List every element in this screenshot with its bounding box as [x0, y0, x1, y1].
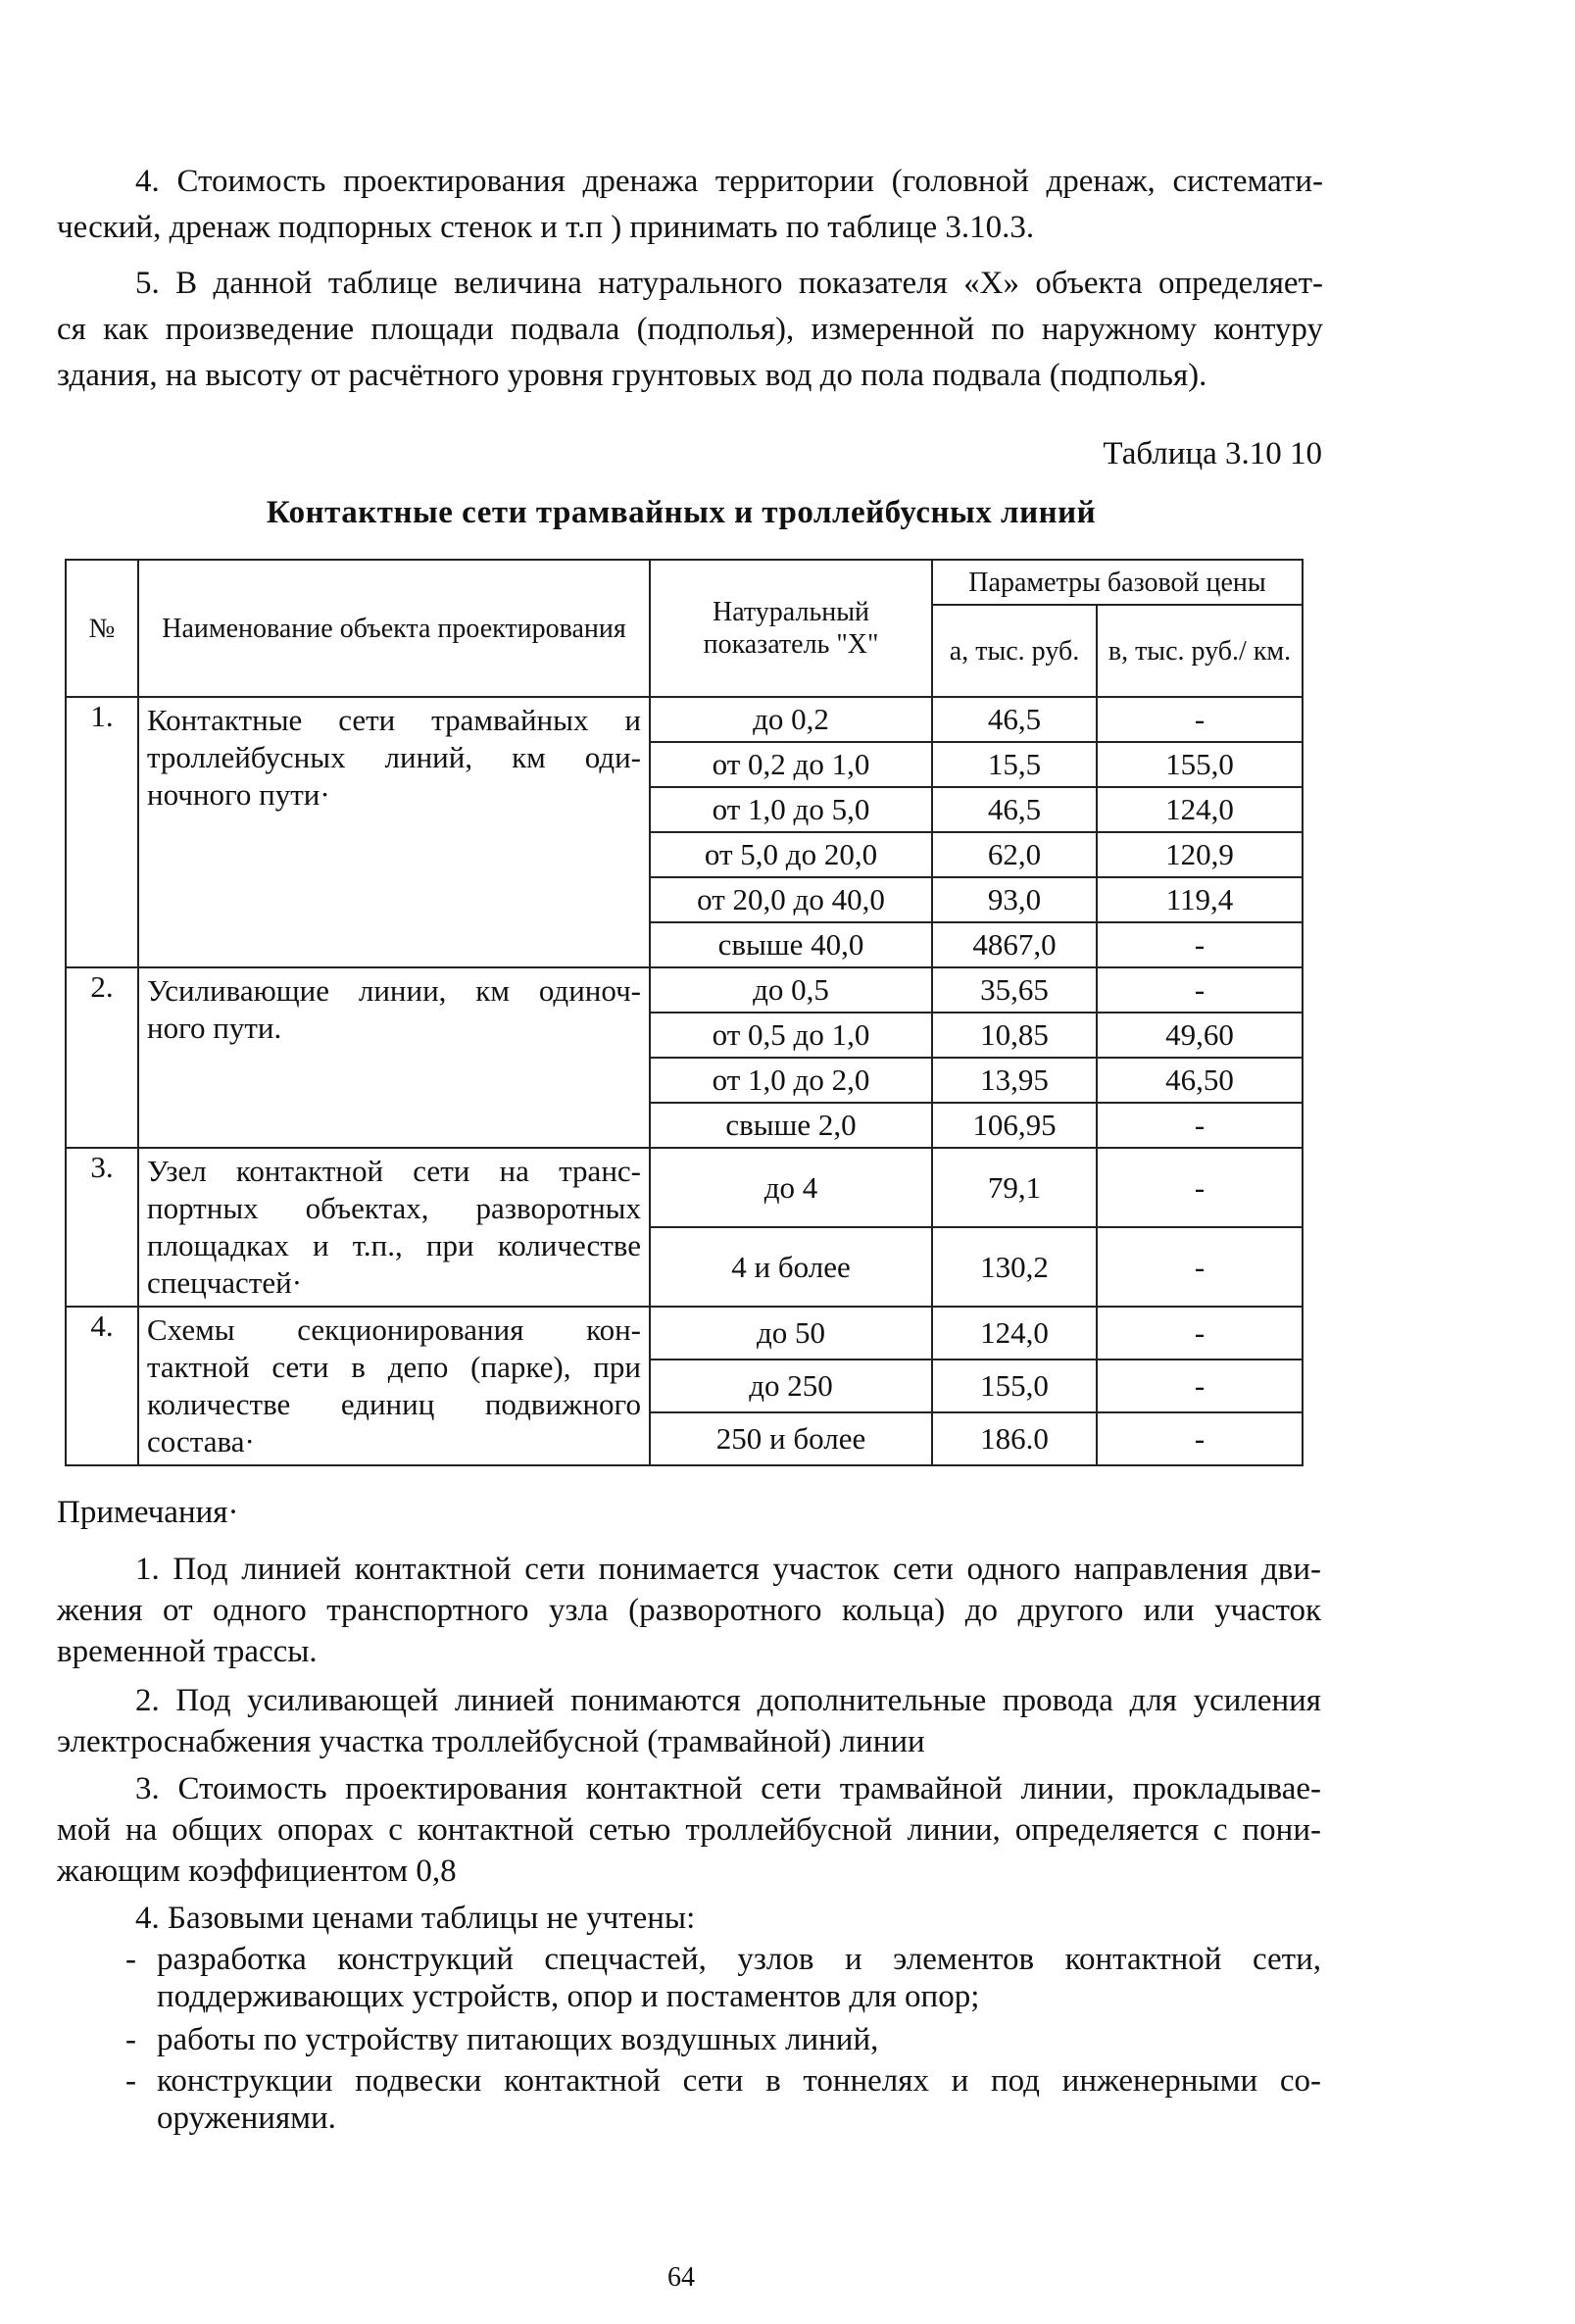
cell-b: -: [1097, 1307, 1303, 1360]
table-title: Контактные сети трамвайных и троллейбусных линий: [266, 495, 1097, 530]
intro-paragraph-4: [57, 159, 1323, 251]
cell-natural: до 0,2: [650, 697, 932, 742]
cell-natural: от 1,0 до 2,0: [650, 1058, 932, 1103]
text-line: ческий, дренаж подпорных стенок и т.п ) принимать по таблице 3.10.3.: [57, 210, 1035, 245]
text-line: жающим коэффициентом 0,8: [57, 1854, 457, 1889]
cell-natural: свыше 40,0: [650, 922, 932, 967]
notes-title: Примечания·: [57, 1495, 239, 1530]
header-natural: Натуральный показатель "Х": [650, 560, 932, 697]
cell-object-name: [138, 697, 650, 967]
name-line: ночного пути·: [147, 777, 330, 812]
cell-natural: от 0,2 до 1,0: [650, 742, 932, 787]
text-line: поддерживающих устройств, опор и постаментов для опор;: [157, 1979, 980, 2014]
cell-a: 46,5: [932, 787, 1097, 832]
text-line: оружениями.: [157, 2101, 336, 2136]
cell-natural: 250 и более: [650, 1412, 932, 1465]
table-row: [66, 697, 1303, 742]
cell-natural: до 50: [650, 1307, 932, 1360]
cell-natural: до 4: [650, 1148, 932, 1227]
cell-natural: 4 и более: [650, 1227, 932, 1307]
table-row: [66, 1148, 1303, 1227]
table-row: [66, 967, 1303, 1013]
intro-paragraph-5: [57, 261, 1323, 399]
cell-object-name: [138, 1148, 650, 1307]
header-params: Параметры базовой цены: [932, 560, 1303, 605]
text-line: ся как произведение площади подвала (подполья), измеренной по наружному контуру: [57, 312, 1323, 347]
cell-natural: от 20,0 до 40,0: [650, 877, 932, 922]
name-line: площадках и т.п., при количестве: [147, 1228, 641, 1262]
text-line: жения от одного транспортного узла (разворотного кольца) до другого или участок: [57, 1593, 1321, 1628]
cell-num: 1.: [66, 697, 138, 967]
note-3: [57, 1768, 1321, 1892]
cell-b: -: [1097, 1412, 1303, 1465]
header-a: а, тыс. руб.: [932, 605, 1097, 697]
name-line: спецчастей·: [147, 1265, 303, 1300]
cell-a: 186.0: [932, 1412, 1097, 1465]
text-line: мой на общих опорах с контактной сетью троллейбусной линии, определяется с пони-: [57, 1812, 1321, 1848]
cell-natural: от 5,0 до 20,0: [650, 832, 932, 877]
cell-b: 155,0: [1097, 742, 1303, 787]
cell-a: 46,5: [932, 697, 1097, 742]
cell-a: 62,0: [932, 832, 1097, 877]
name-line: ного пути.: [147, 1011, 282, 1045]
text-line: временной трассы.: [57, 1634, 318, 1669]
cell-natural: от 0,5 до 1,0: [650, 1013, 932, 1058]
name-line: Контактные сети трамвайных и: [147, 703, 641, 737]
cell-a: 155,0: [932, 1360, 1097, 1412]
text-line: 4. Стоимость проектирования дренажа территории (головной дренаж, системати-: [135, 164, 1323, 199]
name-line: количестве единиц подвижного: [147, 1387, 641, 1421]
cell-num: 2.: [66, 967, 138, 1148]
bullet-item: [125, 2062, 1321, 2137]
cell-num: 3.: [66, 1148, 138, 1307]
cell-b: 46,50: [1097, 1058, 1303, 1103]
cell-b: -: [1097, 1227, 1303, 1307]
header-num: №: [66, 560, 138, 697]
cell-a: 124,0: [932, 1307, 1097, 1360]
cell-natural: до 250: [650, 1360, 932, 1412]
cell-num: 4.: [66, 1307, 138, 1465]
cell-natural: до 0,5: [650, 967, 932, 1013]
text-line: 5. В данной таблице величина натурального показателя «Х» объекта определяет-: [135, 266, 1323, 301]
bullet-item: [125, 1941, 1321, 2015]
cell-a: 4867,0: [932, 922, 1097, 967]
cell-a: 93,0: [932, 877, 1097, 922]
name-line: портных объектах, разворотных: [147, 1191, 641, 1225]
text-line: 4. Базовыми ценами таблицы не учтены:: [135, 1901, 696, 1936]
cell-a: 15,5: [932, 742, 1097, 787]
header-name: Наименование объекта проектирования: [138, 560, 650, 697]
note-1: [57, 1549, 1321, 1672]
cell-b: 119,4: [1097, 877, 1303, 922]
name-line: Узел контактной сети на транс-: [147, 1154, 641, 1188]
cell-b: -: [1097, 1103, 1303, 1148]
cell-object-name: [138, 1307, 650, 1465]
dash-marker: -: [125, 1942, 136, 1977]
name-line: тактной сети в депо (парке), при: [147, 1350, 641, 1384]
cell-b: -: [1097, 922, 1303, 967]
cell-b: -: [1097, 1360, 1303, 1412]
text-line: конструкции подвески контактной сети в тоннелях и под инженерными со-: [157, 2063, 1321, 2099]
dash-marker: -: [125, 2063, 136, 2099]
cell-a: 130,2: [932, 1227, 1097, 1307]
cell-natural: от 1,0 до 5,0: [650, 787, 932, 832]
cell-b: 49,60: [1097, 1013, 1303, 1058]
cell-object-name: [138, 967, 650, 1148]
cell-a: 79,1: [932, 1148, 1097, 1227]
header-b: в, тыс. руб./ км.: [1097, 605, 1303, 697]
dash-marker: -: [125, 2022, 136, 2057]
table-number: Таблица 3.10 10: [1103, 436, 1322, 471]
cell-b: 124,0: [1097, 787, 1303, 832]
cell-b: -: [1097, 967, 1303, 1013]
cell-a: 106,95: [932, 1103, 1097, 1148]
table-row: [66, 1307, 1303, 1360]
name-line: Усиливающие линии, км одиноч-: [147, 973, 641, 1008]
text-line: работы по устройству питающих воздушных линий,: [157, 2022, 879, 2057]
cell-a: 35,65: [932, 967, 1097, 1013]
text-line: разработка конструкций спецчастей, узлов и элементов контактной сети,: [157, 1942, 1321, 1977]
cell-a: 13,95: [932, 1058, 1097, 1103]
cell-b: -: [1097, 697, 1303, 742]
cell-b: 120,9: [1097, 832, 1303, 877]
table-body: [66, 697, 1303, 1465]
text-line: электроснабжения участка троллейбусной (трамвайной) линии: [57, 1724, 925, 1759]
name-line: троллейбусных линий, км оди-: [147, 740, 641, 774]
cell-a: 10,85: [932, 1013, 1097, 1058]
bullet-item: [125, 2021, 1321, 2058]
text-line: здания, на высоту от расчётного уровня грунтовых вод до пола подвала (подполья).: [57, 358, 1207, 393]
page-number: 64: [667, 2262, 695, 2293]
text-line: 1. Под линией контактной сети понимается участок сети одного направления дви-: [135, 1552, 1321, 1587]
note-2: [57, 1680, 1321, 1762]
name-line: Схемы секционирования кон-: [147, 1312, 641, 1347]
text-line: 2. Под усиливающей линией понимаются дополнительные провода для усиления: [135, 1683, 1321, 1718]
note-4: [57, 1898, 1321, 1939]
text-line: 3. Стоимость проектирования контактной сети трамвайной линии, прокладывае-: [135, 1771, 1321, 1806]
price-table: [65, 559, 1304, 1466]
name-line: состава·: [147, 1424, 255, 1459]
cell-natural: свыше 2,0: [650, 1103, 932, 1148]
cell-b: -: [1097, 1148, 1303, 1227]
